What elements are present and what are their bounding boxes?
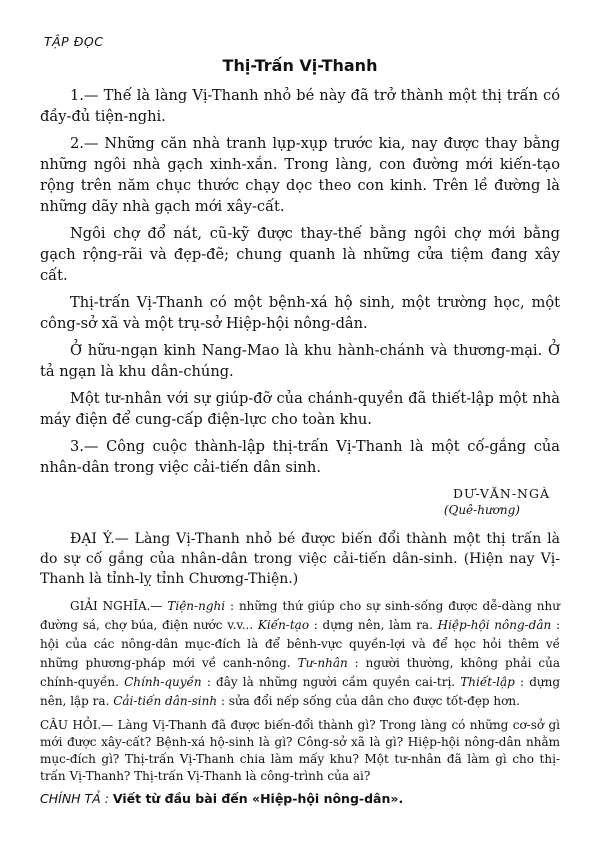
lesson-title: Thị-Trấn Vị-Thanh bbox=[222, 56, 378, 75]
dictation-text: Viết từ đầu bài đến «Hiệp-hội nông-dân». bbox=[112, 791, 404, 806]
vocab-def: đây là những người cầm quyền cai-trị. bbox=[216, 675, 456, 689]
author: DƯ-VĂN-NGÀ bbox=[452, 486, 550, 501]
questions-label: CÂU HỎI.— bbox=[40, 718, 114, 732]
vocab-term: Chính-quyền bbox=[124, 675, 202, 689]
paragraph: Một tư-nhân với sự giúp-đỡ của chánh-quyền đã thiết-lập một nhà máy điện để cung-cấp điện-lực cho toàn khu. bbox=[40, 390, 560, 428]
vocab-def: những thứ giúp cho sự sinh-sống được dễ-dàng như đường sá, chợ búa, điện nước v.v... bbox=[40, 599, 560, 632]
vocab-term: Hiệp-hội nông-dân bbox=[437, 618, 552, 632]
dictation-label: CHÍNH TẢ : bbox=[40, 791, 109, 806]
vocab-def: dựng nên, làm ra. bbox=[322, 618, 433, 632]
reading-body bbox=[40, 85, 560, 478]
source: (Quê-hương) bbox=[443, 503, 520, 517]
paragraph: Ở hữu-ngạn kinh Nang-Mao là khu hành-chánh và thương-mại. Ở tả ngạn là khu dân-chúng. bbox=[40, 342, 560, 380]
paragraph: Ngôi chợ đổ nát, cũ-kỹ được thay-thế bằng ngôi chợ mới bằng gạch rộng-rãi và đẹp-đẽ; chung quanh là những cửa tiệm đang xây cất. bbox=[40, 225, 560, 284]
questions bbox=[40, 717, 560, 785]
vocab-term: Tư-nhân bbox=[297, 656, 348, 670]
vocabulary-label: GIẢI NGHĨA.— bbox=[70, 599, 163, 613]
vocab-term: Tiện-nghi bbox=[167, 599, 226, 613]
main-idea bbox=[40, 529, 560, 589]
vocab-def: hội của các nông-dân mục-đích là để bênh-vực quyền-lợi và để học hỏi thêm về những phương-pháp mới về canh-nông. bbox=[40, 637, 560, 670]
questions-text: Làng Vị-Thanh đã được biến-đổi thành gì? Trong làng có những cơ-sở gì mới được xây-cất? Bệnh-xá hộ-sinh là gì? Công-sở xã là gì? Hiệp-hội nông-dân nhằm mục-đích gì? Thị-trấn Vị-Thanh chia làm mấy khu? Một tư-nhân đã làm gì cho thị-trấn Vị-Thanh? Thị-trấn Vị-Thanh là công-trình của ai? bbox=[40, 718, 560, 783]
vocab-def: sửa đổi nếp sống của dân cho được tốt-đẹp hơn. bbox=[228, 694, 520, 708]
vocab-def: người thường, không phải của chính-quyền. bbox=[40, 656, 561, 689]
paragraph: Thị-trấn Vị-Thanh có một bệnh-xá hộ sinh, một trường học, một công-sở xã và một trụ-sở Hiệp-hội nông-dân. bbox=[40, 294, 560, 332]
paragraph: 1.— Thế là làng Vị-Thanh nhỏ bé này đã trở thành một thị trấn có đầy-đủ tiện-nghi. bbox=[40, 87, 560, 125]
dictation bbox=[40, 791, 560, 806]
vocab-def: dựng nên, lập ra. bbox=[40, 675, 561, 708]
vocab-term: Thiết-lập bbox=[460, 675, 515, 689]
vocabulary: GIẢI NGHĨA.— Tiện-nghi : những thứ giúp cho sự sinh-sống được dễ-dàng như đường sá, chợ búa, điện nước v.v... Kiến-tạo : dựng nên, làm ra. Hiệp-hội nông-dân : hội của các nông-dân mục-đích là để bênh-vực quyền-lợi và để học hỏi thêm về những phương-pháp mới về canh-nông. Tư-nhân : người thường, không phải của chính-quyền. Chính-quyền : đây là những người cầm quyền cai-trị. Thiết-lập : dựng nên, lập ra. Cải-tiến dân-sinh : sửa đổi nếp sống của dân cho được tốt-đẹp hơn. bbox=[40, 599, 561, 708]
paragraph: 3.— Công cuộc thành-lập thị-trấn Vị-Thanh là một cố-gắng của nhân-dân trong việc cải-tiến dân sinh. bbox=[40, 438, 560, 476]
paragraph: 2.— Những căn nhà tranh lụp-xụp trước kia, nay được thay bằng những ngôi nhà gạch xinh-xắn. Trong làng, con đường mới kiến-tạo rộng trên năm chục thước chạy dọc theo con kinh. Trên lề đường là những dãy nhà gạch mới xây-cất. bbox=[40, 135, 560, 215]
section-header: TẬP ĐỌC bbox=[44, 34, 104, 49]
vocab-term: Kiến-tạo bbox=[257, 618, 310, 632]
main-idea-text: Làng Vị-Thanh nhỏ bé được biến đổi thành một thị trấn là do sự cố gắng của nhân-dân trong việc cải-tiến dân-sinh. (Hiện nay Vị-Thanh là tỉnh-lỵ tỉnh Chương-Thiện.) bbox=[40, 531, 560, 587]
vocab-term: Cải-tiến dân-sinh bbox=[113, 694, 218, 708]
main-idea-label: ĐẠI Ý.— bbox=[70, 531, 129, 547]
